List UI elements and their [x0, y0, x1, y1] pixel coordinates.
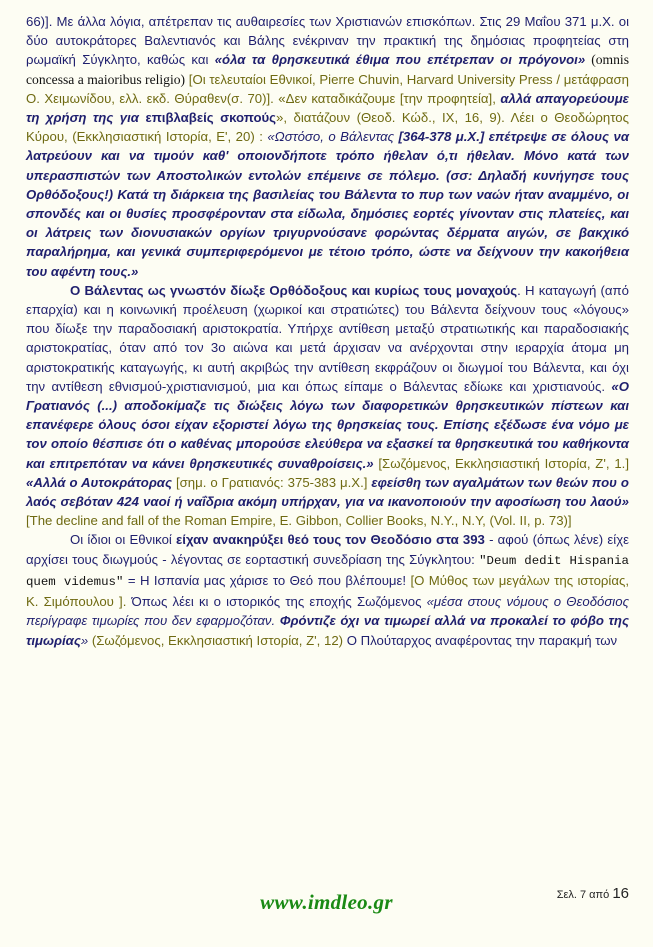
text-run: επέτρεψε σε όλους να λατρεύουν και να τιμούν καθ' οποιονδήποτε τρόπο ήθελαν ό,τι ήθελαν.: [26, 129, 629, 164]
text-run: 66)]. Με άλλα λόγια, απέτρεπαν τις αυθαιρεσίες των Χριστιανών επισκόπων. Στις 29 Μαΐου 371 μ.Χ. οι δύο αυτοκράτορες Βαλεντιανός και Βάλης ενέκριναν την πρακτική της δημόσιας προφητείας στη ρωμαϊκή Σύγκλητο, καθώς και: [26, 14, 629, 68]
text-run: Οι ίδιοι οι Εθνικοί: [70, 532, 177, 548]
text-run: [Σωζόμενος, Εκκλησιαστική Ιστορία, Ζ', 1.]: [373, 455, 629, 471]
body-text: [26, 12, 629, 650]
text-run: αλλά απαγορεύουμε τη χρήση της για: [26, 90, 629, 126]
website-link[interactable]: www.imdleo.gr: [260, 890, 393, 914]
text-run: . Η καταγωγή (από επαρχία) και η κοινωνική προέλευση (χωρικοί και στρατιώτες) του Βάλεντα δείχνουν τους «λόγους» που δίωξε την παραδοσιακή αριστοκρατία. Υπήρχε αντίθεση μεταξύ στρατιωτικής και παραδοσιακής αριστοκρατίας, όταν από τον 3ο αιώνα και μετά άρχισαν να ανέρχονται στην ιεραρχία άτομα μη αριστοκρατικής καταγωγής, κι αυτή ακριβώς την αντίθεση εκφράζουν οι διωγμοί του Βάλεντα, και όχι την αντίθεση εθνισμού-χριστιανισμού, μια και όπως είπαμε ο Βάλεντας εδίωκε και χριστιανούς.: [26, 282, 629, 394]
text-run: Όπως λέει κι ο ιστορικός της εποχής Σωζόμενος: [131, 594, 427, 610]
text-run: Φρόντιζε όχι να τιμωρεί αλλά να προκαλεί το φόβο της τιμωρίας: [26, 613, 629, 648]
text-run: «όλα τα θρησκευτικά έθιμα που επέτρεπαν οι πρόγονοι»: [214, 52, 586, 68]
paragraph-3: [26, 530, 629, 649]
text-run: [The decline and fall of the Roman Empire, E. Gibbon, Collier Books, N.Y., N.Y, (Vol. II, p. 73)]: [26, 513, 572, 529]
text-run: (omnis concessa a maioribus religio): [26, 52, 629, 87]
text-run: Ο Βάλεντας ως γνωστόν δίωξε Ορθόδοξους και κυρίως τους μοναχούς: [70, 282, 518, 298]
paragraph-2: [26, 281, 629, 531]
text-run: Ο Πλούταρχος αναφέροντας την παρακμή των: [346, 632, 618, 648]
text-run: [364-378 μ.Χ.]: [398, 129, 485, 145]
text-run: [Ο Μύθος των μεγάλων της ιστορίας, Κ. Σιμόπουλου ].: [26, 572, 629, 610]
page-number-label: Σελ. 7 από: [556, 889, 610, 901]
text-run: - αφού (όπως λένε) είχε αρχίσει τους διωγμούς - λέγοντας σε εορταστική συνεδρίαση της Σύγκλητου:: [26, 532, 629, 567]
text-run: [σημ. ο Γρατιανός: 375-383 μ.Χ.]: [172, 474, 372, 490]
text-run: «Ωστόσο, ο Βάλεντας: [267, 129, 399, 145]
text-run: «Αλλά ο Αυτοκράτορας: [26, 474, 173, 490]
page-total: 16: [612, 885, 629, 902]
text-run: «μέσα στους νόμους ο Θεοδόσιος περίγραφε τιμωρίες που δεν εφαρμοζόταν.: [26, 594, 629, 629]
text-run: (Σωζόμενος, Εκκλησιαστική Ιστορία, Ζ', 12): [88, 632, 347, 648]
paragraph-1: [26, 12, 629, 281]
text-run: »: [80, 632, 89, 648]
text-run: «Ο Γρατιανός (...) αποδοκίμαζε τις διώξεις λόγω των διαφορετικών θρησκευτικών πίστεων και επανέφερε όλους όσοι είχαν εξοριστεί λόγω της θρησκείας τους. Επίσης εξέδωσε ένα νόμο με τον οποίο θέσπισε ότι ο καθένας μπορούσε ελεύθερα να εξασκεί τα θρησκευτικά του καθήκοντα και επιτρεπόταν να κάνει θρησκευτικές συναθροίσεις.»: [26, 378, 629, 471]
text-run: = Η Ισπανία μας χάρισε το Θεό που βλέπουμε!: [123, 572, 411, 588]
text-run: εφείσθη των αγαλμάτων των θεών που ο λαός σεβόταν 424 ναοί ή ναΐδρια ακόμη υπήρχαν, για να ικανοποιούν την αφοσίωση του λαού»: [26, 474, 629, 510]
text-run: Μόνο κατά των υπερασπιστών των Αποστολικών εντολών επέμεινε σε πόλεμο. (σσ: Δηλαδή κυνήγησε τους Ορθόδοξους!) Κατά τη διάρκεια της βασιλείας του Βάλεντα το πυρ των ναών ήταν αναμμένο, οι σπονδές και οι θυσίες προσφέρονταν στα είδωλα, δημόσιες εορτές γίνονταν στις πλατείες, και οι λάτρεις των διονυσιακών οργίων τριγυρνούσανε φορώντας δέρματα αιγών, σε βακχικό παραλήρημα, και γενικά συμπεριφερόμενοι με τέτοιο τρόπο, ώστε να δείχνουν την κακοήθεια του αφέντη τους.»: [26, 148, 629, 279]
text-run: », διατάζουν (Θεοδ. Κώδ., IX, 16, 9). Λέει ο Θεοδώρητος Κύρου, (Εκκλησιαστική Ιστορία, Ε', 20) :: [26, 110, 629, 145]
text-run: είχαν ανακηρύξει θεό τους τον Θεοδόσιο στα 393: [176, 532, 485, 548]
text-run: "Deum dedit Hispania quem videmus": [26, 553, 629, 589]
text-run: επιβλαβείς σκοπούς: [145, 110, 277, 126]
text-run: [Οι τελευταίοι Εθνικοί, Pierre Chuvin, Harvard University Press / μετάφραση Ο. Χειμωνίδου, ελλ. εκδ. Θύραθεν(σ. 70)]. «Δεν καταδικάζουμε [την προφητεία],: [26, 71, 629, 106]
